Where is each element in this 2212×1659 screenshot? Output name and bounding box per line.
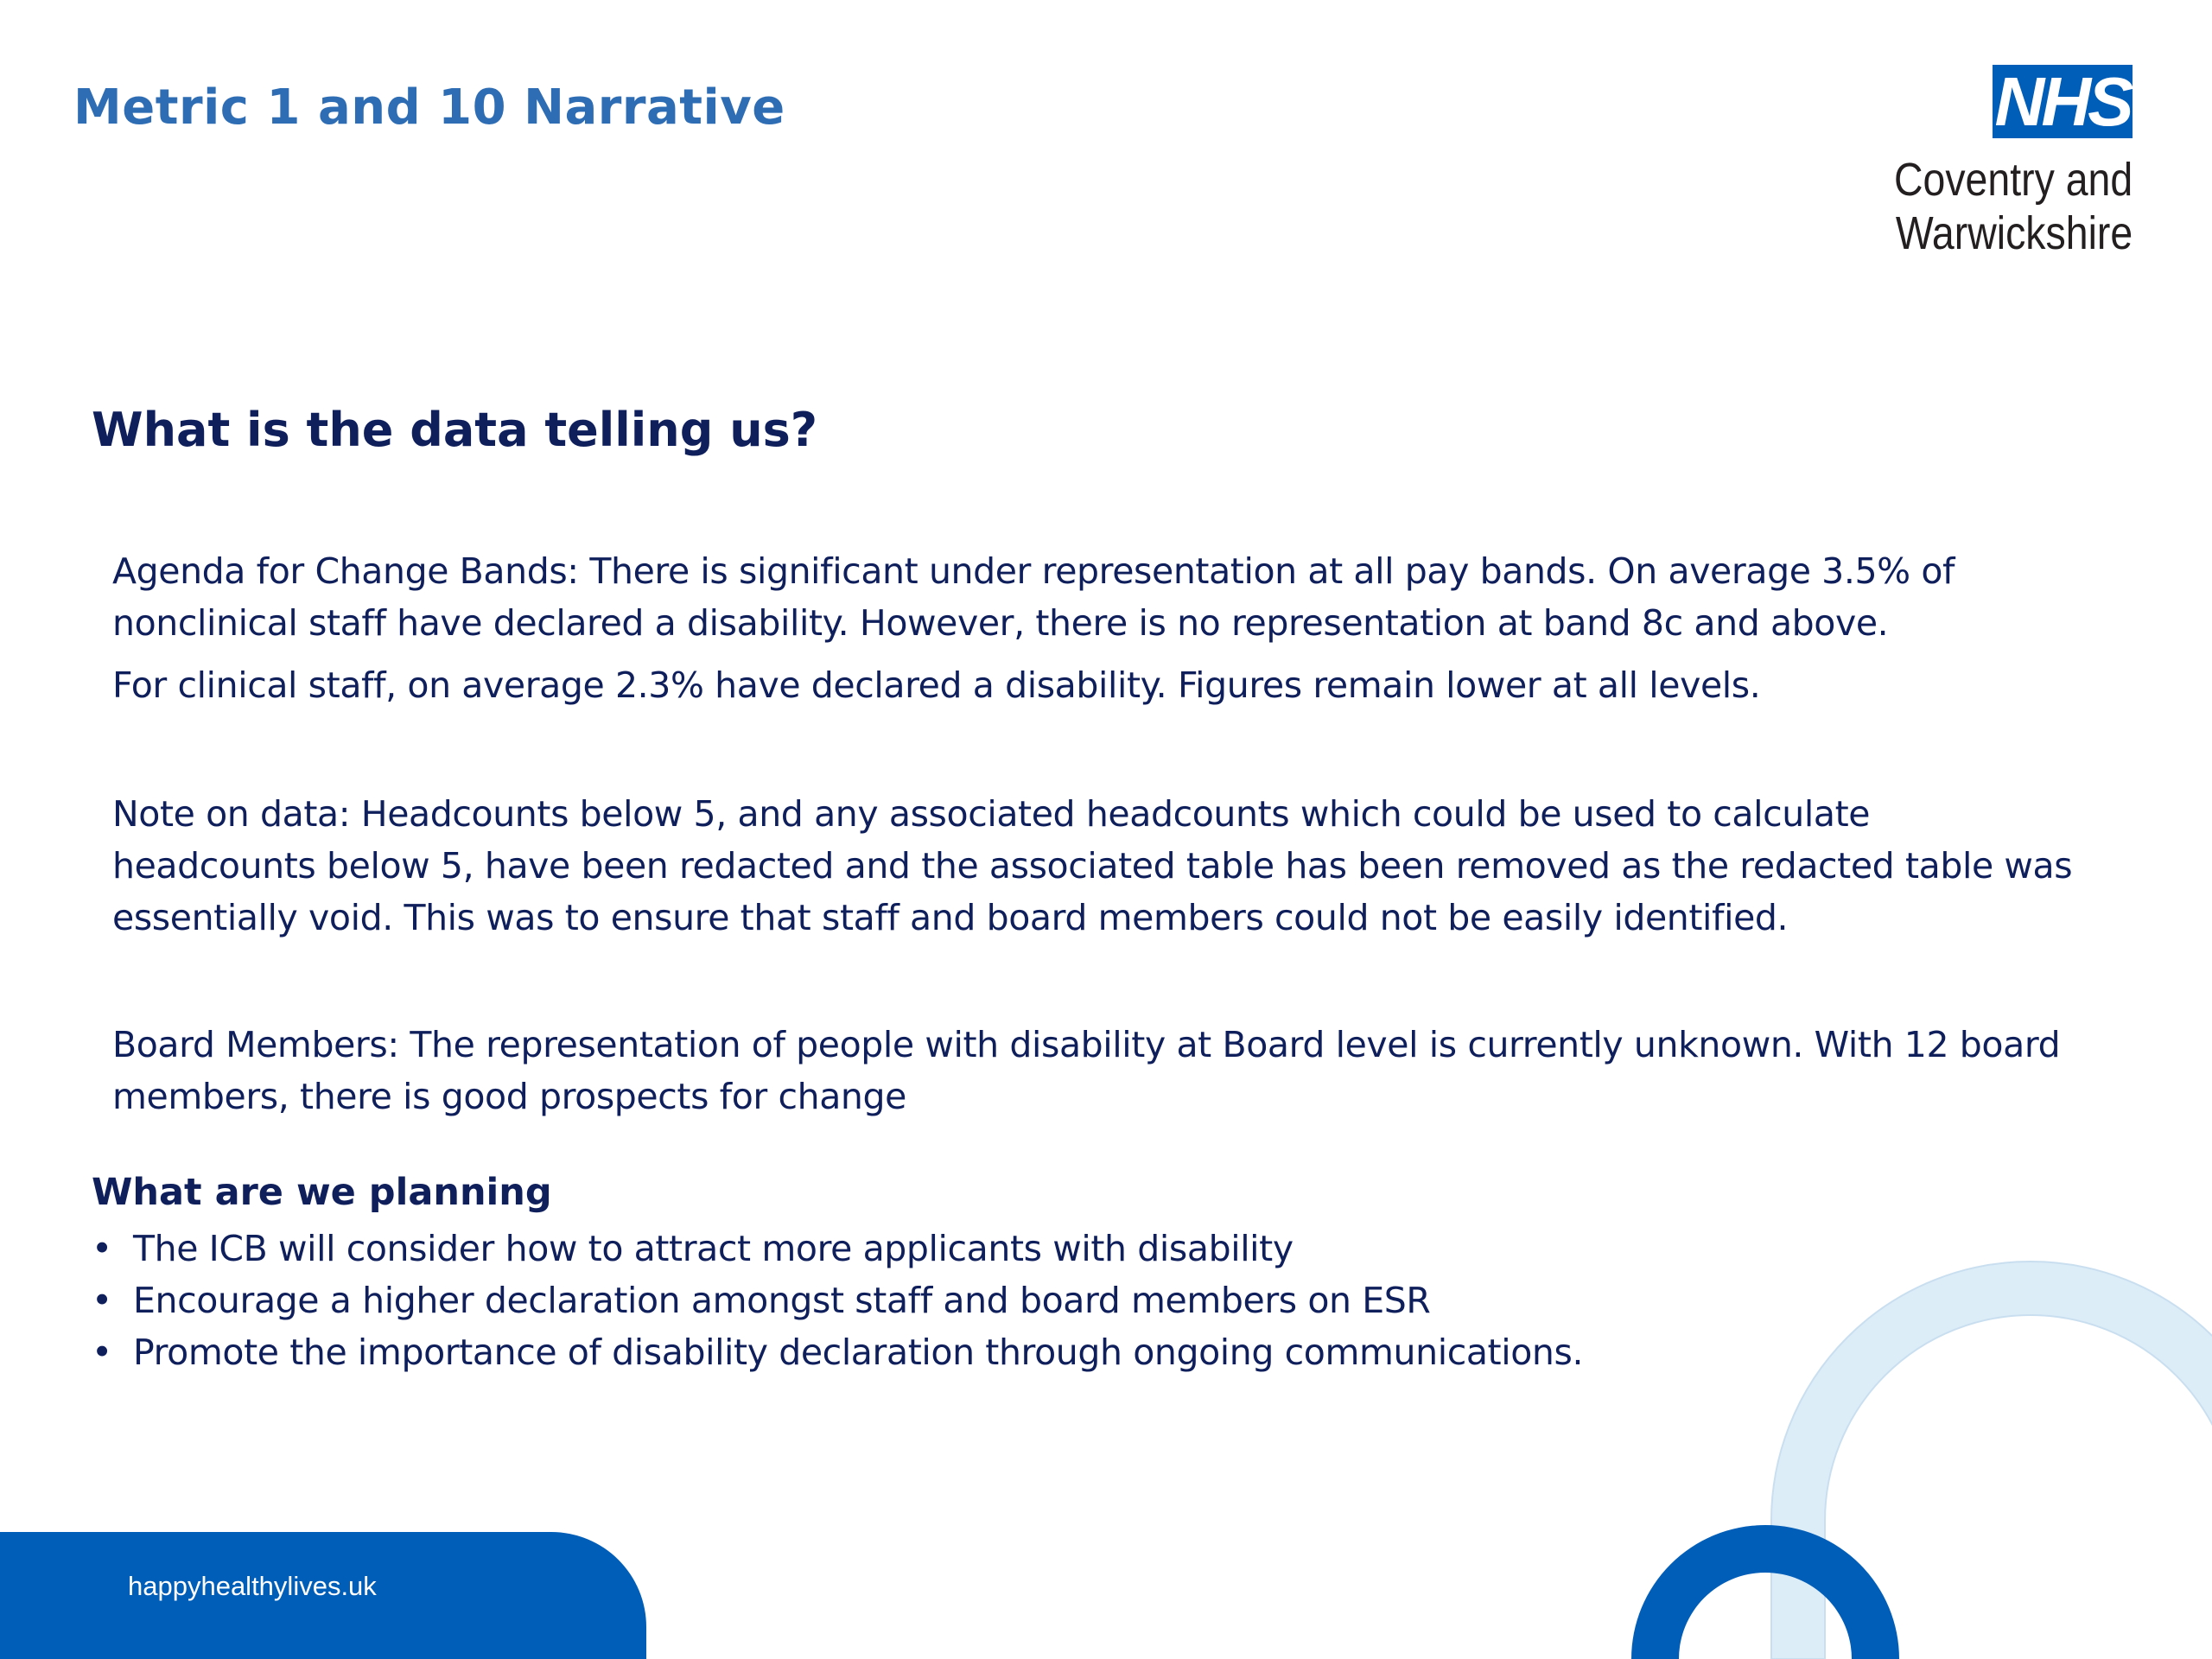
footer-url: happyhealthylives.uk (128, 1571, 377, 1601)
bullet-icon: • (92, 1280, 112, 1321)
light-blue-arc (1771, 1262, 2212, 1659)
nhs-logo (1821, 65, 2133, 264)
plan-list-item (92, 1223, 1583, 1274)
plan-section-heading: What are we planning (92, 1171, 552, 1214)
plan-item-text: Promote the importance of disability declaration through ongoing communications. (133, 1332, 1584, 1373)
paragraph-agenda-for-change: Agenda for Change Bands: There is significant under representation at all pay bands. On average 3.5% of nonclinical staff have declared a disability. However, there is no representation at band 8c and above. (112, 550, 1955, 644)
plan-item-text: Encourage a higher declaration amongst staff and board members on ESR (133, 1280, 1431, 1321)
nhs-badge: NHS (1993, 65, 2133, 138)
dark-blue-arc (1631, 1525, 1899, 1659)
org-name-line-2: Warwickshire (1895, 207, 2133, 259)
paragraph-board-members: Board Members: The representation of people with disability at Board level is currently unknown. With 12 board members, there is good prospects for change (112, 1024, 2061, 1117)
paragraph-note-on-data: Note on data: Headcounts below 5, and any associated headcounts which could be used to calculate headcounts below 5, have been redacted and the associated table has been removed as the redacted table was essentially void. This was to ensure that staff and board members could not be easily identified. (112, 793, 2073, 938)
bullet-icon: • (92, 1228, 112, 1269)
bullet-icon: • (92, 1332, 112, 1373)
plan-list (92, 1223, 1583, 1378)
plan-list-item (92, 1274, 1583, 1326)
org-name-line-1: Coventry and (1893, 154, 2133, 206)
nhs-org-name (1894, 153, 2133, 260)
paragraph-clinical-staff: For clinical staff, on average 2.3% have declared a disability. Figures remain lower at all levels. (112, 664, 1761, 706)
data-section-heading: What is the data telling us? (92, 403, 818, 457)
plan-item-text: The ICB will consider how to attract more applicants with disability (133, 1228, 1294, 1269)
slide-title: Metric 1 and 10 Narrative (73, 79, 785, 136)
plan-list-item (92, 1326, 1583, 1378)
